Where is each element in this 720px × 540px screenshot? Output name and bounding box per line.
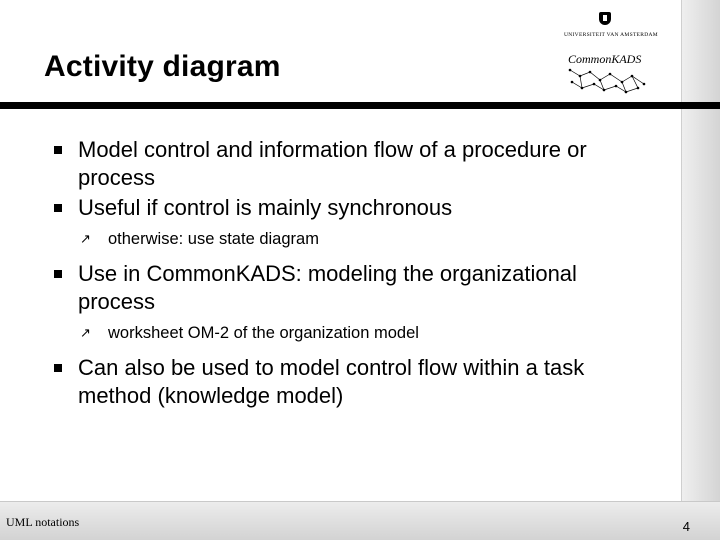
square-bullet-icon bbox=[54, 204, 62, 212]
commonkads-logo bbox=[566, 52, 650, 98]
bullet-item bbox=[48, 260, 648, 316]
bullet-list bbox=[48, 136, 648, 412]
footer-section-label: UML notations bbox=[6, 515, 80, 529]
shield-icon bbox=[599, 12, 611, 25]
bullet-item bbox=[48, 354, 648, 410]
square-bullet-icon bbox=[54, 364, 62, 372]
sub-bullet-text: worksheet OM-2 of the organization model bbox=[108, 324, 419, 342]
slide-title: Activity diagram bbox=[44, 50, 281, 83]
bullet-text: Can also be used to model control flow within a task method (knowledge model) bbox=[78, 355, 585, 408]
sub-bullet-item bbox=[48, 322, 648, 344]
bottom-band bbox=[0, 501, 720, 540]
title-divider bbox=[0, 102, 720, 109]
university-logo-text: UNIVERSITEIT VAN AMSTERDAM bbox=[564, 32, 658, 38]
commonkads-logo-text: CommonKADS bbox=[568, 52, 642, 66]
side-band bbox=[681, 0, 720, 540]
bullet-text: Useful if control is mainly synchronous bbox=[78, 195, 453, 220]
university-logo bbox=[564, 12, 658, 38]
square-bullet-icon bbox=[54, 146, 62, 154]
square-bullet-icon bbox=[54, 270, 62, 278]
page-number: 4 bbox=[682, 519, 690, 534]
bullet-text: Model control and information flow of a procedure or process bbox=[78, 137, 587, 190]
bullet-item bbox=[48, 194, 648, 222]
arrow-bullet-icon: ↗ bbox=[80, 231, 91, 246]
dot-network-icon bbox=[566, 66, 648, 96]
bullet-item bbox=[48, 136, 648, 192]
arrow-bullet-icon: ↗ bbox=[80, 325, 91, 340]
sub-bullet-text: otherwise: use state diagram bbox=[108, 230, 319, 248]
sub-bullet-item bbox=[48, 228, 648, 250]
bullet-text: Use in CommonKADS: modeling the organizational process bbox=[78, 261, 577, 314]
